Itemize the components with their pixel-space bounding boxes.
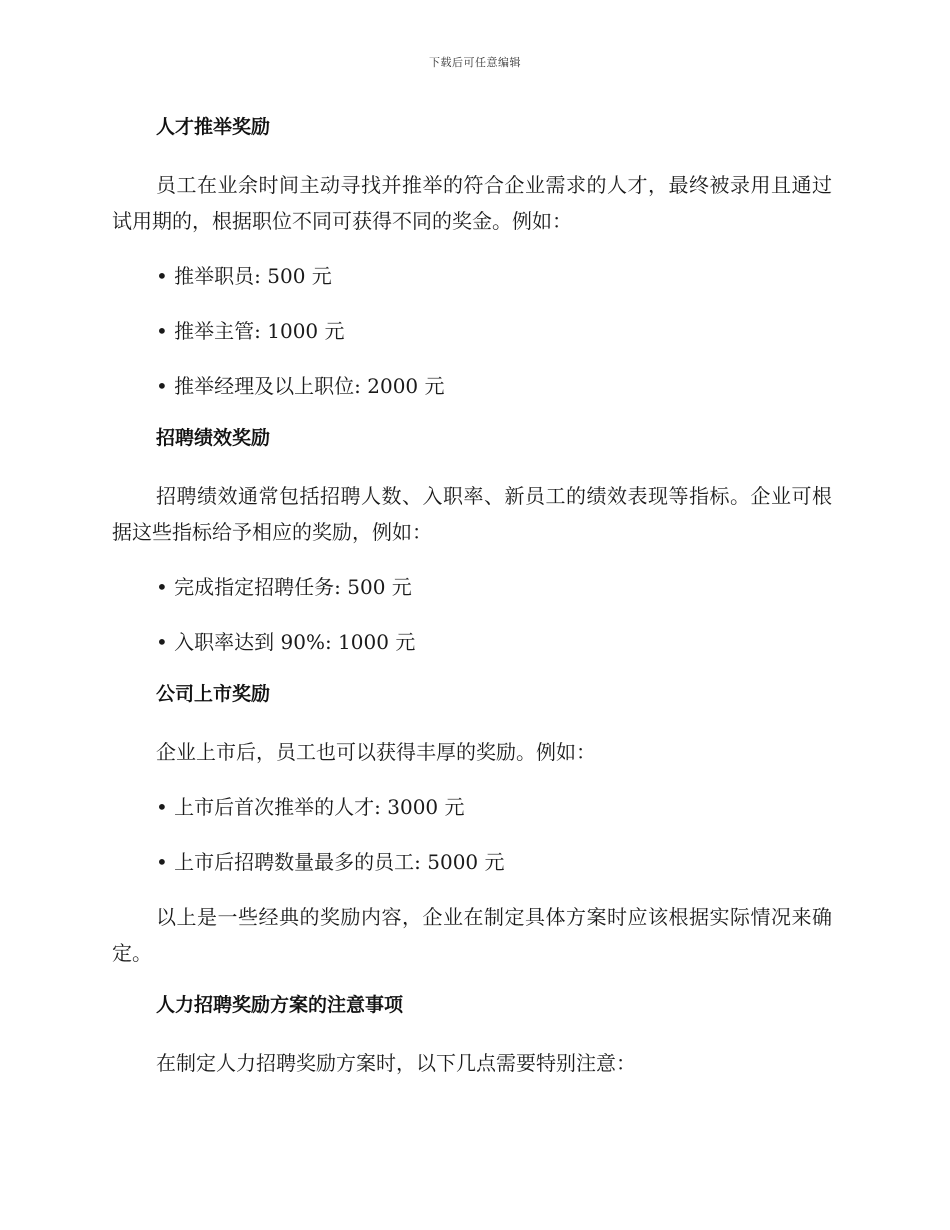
page-header: 下载后可任意编辑 [429, 56, 521, 69]
bullet-item: • 推举主管: 1000 元 [156, 319, 345, 343]
bullet-item: • 上市后首次推举的人才: 3000 元 [156, 795, 465, 819]
section-paragraph-talent-referral: 员工在业余时间主动寻找并推举的符合企业需求的人才，最终被录用且通过试用期的，根据职位不同可获得不同的奖金。例如： [112, 173, 832, 233]
section-paragraph-notes: 在制定人力招聘奖励方案时，以下几点需要特别注意： [156, 1051, 636, 1075]
bullet-item: • 完成指定招聘任务: 500 元 [156, 575, 412, 599]
section-paragraph-ipo-reward: 企业上市后，员工也可以获得丰厚的奖励。例如： [156, 740, 596, 764]
section-heading-ipo-reward: 公司上市奖励 [156, 683, 271, 705]
bullet-item: • 推举职员: 500 元 [156, 264, 332, 288]
section-heading-talent-referral: 人才推举奖励 [156, 116, 271, 138]
document-body [112, 112, 832, 1100]
bullet-item: • 上市后招聘数量最多的员工: 5000 元 [156, 850, 505, 874]
closing-paragraph: 以上是一些经典的奖励内容，企业在制定具体方案时应该根据实际情况来确定。 [112, 905, 832, 965]
bullet-item: • 推举经理及以上职位: 2000 元 [156, 374, 445, 398]
bullet-item: • 入职率达到 90%: 1000 元 [156, 630, 416, 654]
section-heading-recruiting-performance: 招聘绩效奖励 [156, 427, 271, 449]
section-paragraph-recruiting-performance: 招聘绩效通常包括招聘人数、入职率、新员工的绩效表现等指标。企业可根据这些指标给予相应的奖励，例如： [112, 484, 832, 544]
section-heading-notes: 人力招聘奖励方案的注意事项 [156, 994, 404, 1016]
